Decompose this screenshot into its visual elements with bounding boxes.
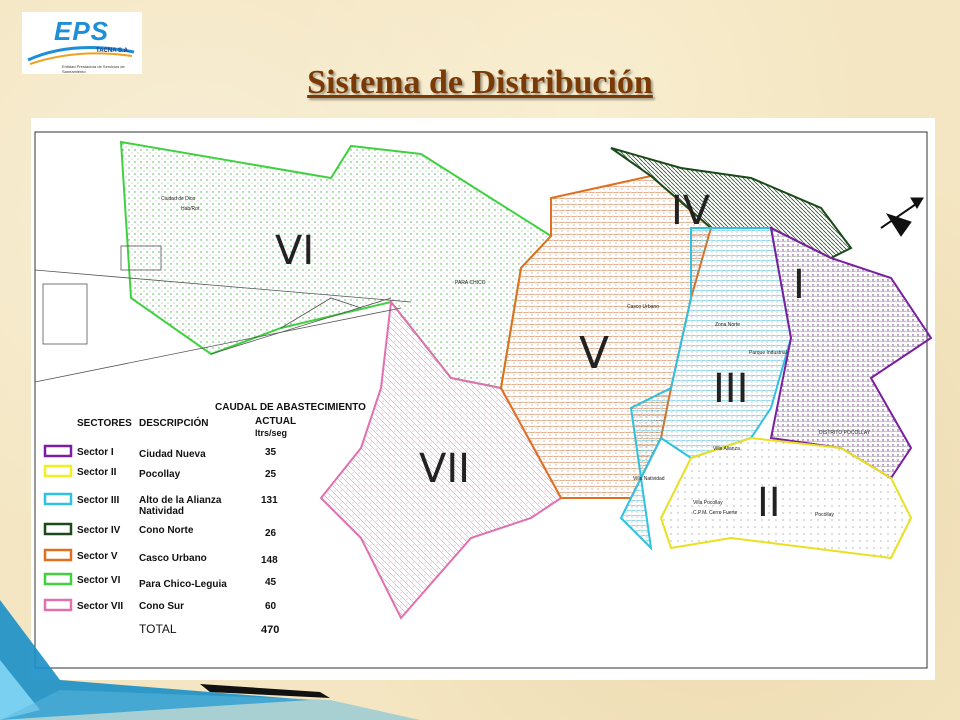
- svg-text:Sector VI: Sector VI: [77, 575, 121, 586]
- legend-header-unit: ltrs/seg: [255, 428, 288, 438]
- place-casco-urbano: Casco Urbano: [627, 304, 659, 310]
- svg-text:Sector VII: Sector VII: [77, 601, 124, 612]
- svg-text:Cono Norte: Cono Norte: [139, 525, 194, 536]
- legend-total-label: TOTAL: [139, 622, 177, 636]
- svg-text:Casco Urbano: Casco Urbano: [139, 553, 207, 564]
- place-villa-alianza: Villa Alianza: [713, 446, 740, 452]
- place-hab-rot: Hab/Rot: [181, 206, 200, 212]
- svg-text:131: 131: [261, 495, 278, 506]
- svg-text:Cono Sur: Cono Sur: [139, 601, 184, 612]
- svg-text:Ciudad Nueva: Ciudad Nueva: [139, 449, 206, 460]
- svg-text:148: 148: [261, 555, 278, 566]
- svg-text:Natividad: Natividad: [139, 506, 185, 517]
- legend-row-sector-iv: [45, 524, 277, 539]
- legend-row-sector-vi: [45, 574, 277, 590]
- sector-label-iv: IV: [671, 188, 711, 234]
- sector-label-vii: VII: [419, 446, 470, 492]
- legend-header-sectores: SECTORES: [77, 418, 132, 429]
- sector-label-vi: VI: [275, 228, 315, 274]
- place-villa-natividad: Villa Natividad: [633, 476, 665, 482]
- svg-text:45: 45: [265, 577, 277, 588]
- sector-label-v: V: [579, 328, 610, 379]
- legend-row-sector-ii: [45, 466, 277, 480]
- svg-text:Alto de la Alianza: Alto de la Alianza: [139, 495, 222, 506]
- legend-row-sector-v: [45, 550, 278, 566]
- svg-text:26: 26: [265, 528, 277, 539]
- slide-decoration: [0, 600, 960, 720]
- svg-text:60: 60: [265, 601, 277, 612]
- place-ciudad-de-dios: Ciudad de Dios: [161, 196, 196, 202]
- svg-text:Sector V: Sector V: [77, 551, 118, 562]
- sector-label-iii: III: [713, 366, 749, 412]
- place-zona-norte: Zona Norte: [715, 322, 741, 328]
- svg-text:Pocollay: Pocollay: [139, 469, 181, 480]
- place-pocollay: Pocollay: [815, 512, 834, 518]
- svg-text:Sector II: Sector II: [77, 467, 117, 478]
- place-cpm-cerro-fuerte: C.P.M. Cerro Fuerte: [693, 510, 738, 516]
- legend-header-descripcion: DESCRIPCIÓN: [139, 418, 209, 429]
- place-villa-pocollay: Villa Pocollay: [693, 500, 723, 506]
- logo-text: EPS: [54, 16, 110, 46]
- distribution-map: [31, 118, 935, 680]
- logo-subtitle: TACNA S.A.: [96, 48, 130, 54]
- page-title: Sistema de Distribución: [307, 64, 653, 101]
- place-parque-industrial: Parque Industrial: [749, 350, 787, 356]
- legend-total-value: 470: [261, 624, 280, 636]
- sector-vi-area: [121, 142, 551, 388]
- logo-tagline: Entidad Prestadora de Servicios de Saneamiento: [62, 64, 125, 74]
- map-svg: [31, 118, 935, 680]
- svg-text:25: 25: [265, 469, 277, 480]
- svg-text:Sector III: Sector III: [77, 495, 120, 506]
- sector-label-i: I: [793, 262, 805, 308]
- place-para-chico: PARA CHICO: [455, 280, 486, 286]
- legend-row-sector-i: [45, 446, 277, 460]
- legend-row-sector-iii: [45, 494, 278, 517]
- svg-text:Para Chico-Leguia: Para Chico-Leguia: [139, 579, 227, 590]
- north-arrow-icon: [881, 198, 923, 236]
- svg-text:35: 35: [265, 447, 277, 458]
- svg-text:Sector I: Sector I: [77, 447, 114, 458]
- sector-label-ii: II: [757, 480, 781, 526]
- place-distrito-pocollay: DISTRITO POCOLLAY: [819, 430, 871, 436]
- legend-header-actual: ACTUAL: [255, 416, 297, 427]
- svg-text:Sector IV: Sector IV: [77, 525, 121, 536]
- legend-header-caudal: CAUDAL DE ABASTECIMIENTO: [215, 402, 366, 413]
